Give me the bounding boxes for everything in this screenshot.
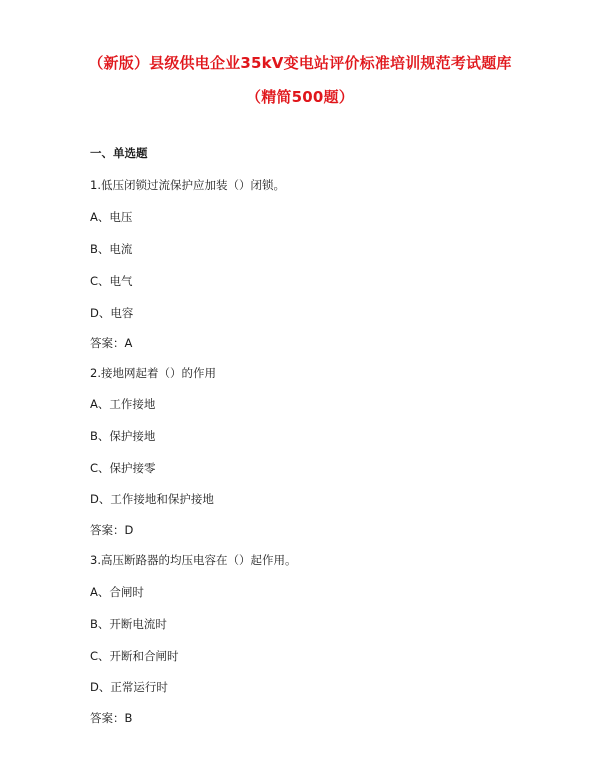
question-option: D、正常运行时 bbox=[90, 680, 168, 694]
question-option: B、电流 bbox=[90, 242, 133, 256]
question-option: A、工作接地 bbox=[90, 397, 156, 411]
question-option: D、工作接地和保护接地 bbox=[90, 492, 214, 506]
section-heading: 一、单选题 bbox=[90, 146, 148, 160]
question-option: C、保护接零 bbox=[90, 461, 156, 475]
question-stem: 3.高压断路器的均压电容在（）起作用。 bbox=[90, 553, 297, 567]
question-option: B、开断电流时 bbox=[90, 617, 167, 631]
question-stem: 2.接地网起着（）的作用 bbox=[90, 366, 216, 380]
document-title: （新版）县级供电企业35kV变电站评价标准培训规范考试题库 bbox=[88, 54, 512, 72]
question-option: A、合闸时 bbox=[90, 585, 144, 599]
question-stem: 1.低压闭锁过流保护应加装（）闭锁。 bbox=[90, 178, 285, 192]
question-option: D、电容 bbox=[90, 306, 134, 320]
question-answer: 答案：D bbox=[90, 523, 134, 537]
question-option: C、开断和合闸时 bbox=[90, 649, 179, 663]
question-option: A、电压 bbox=[90, 210, 133, 224]
question-answer: 答案：A bbox=[90, 336, 133, 350]
question-option: C、电气 bbox=[90, 274, 133, 288]
document-subtitle: （精简500题） bbox=[246, 88, 354, 106]
question-option: B、保护接地 bbox=[90, 429, 156, 443]
question-answer: 答案：B bbox=[90, 711, 133, 725]
